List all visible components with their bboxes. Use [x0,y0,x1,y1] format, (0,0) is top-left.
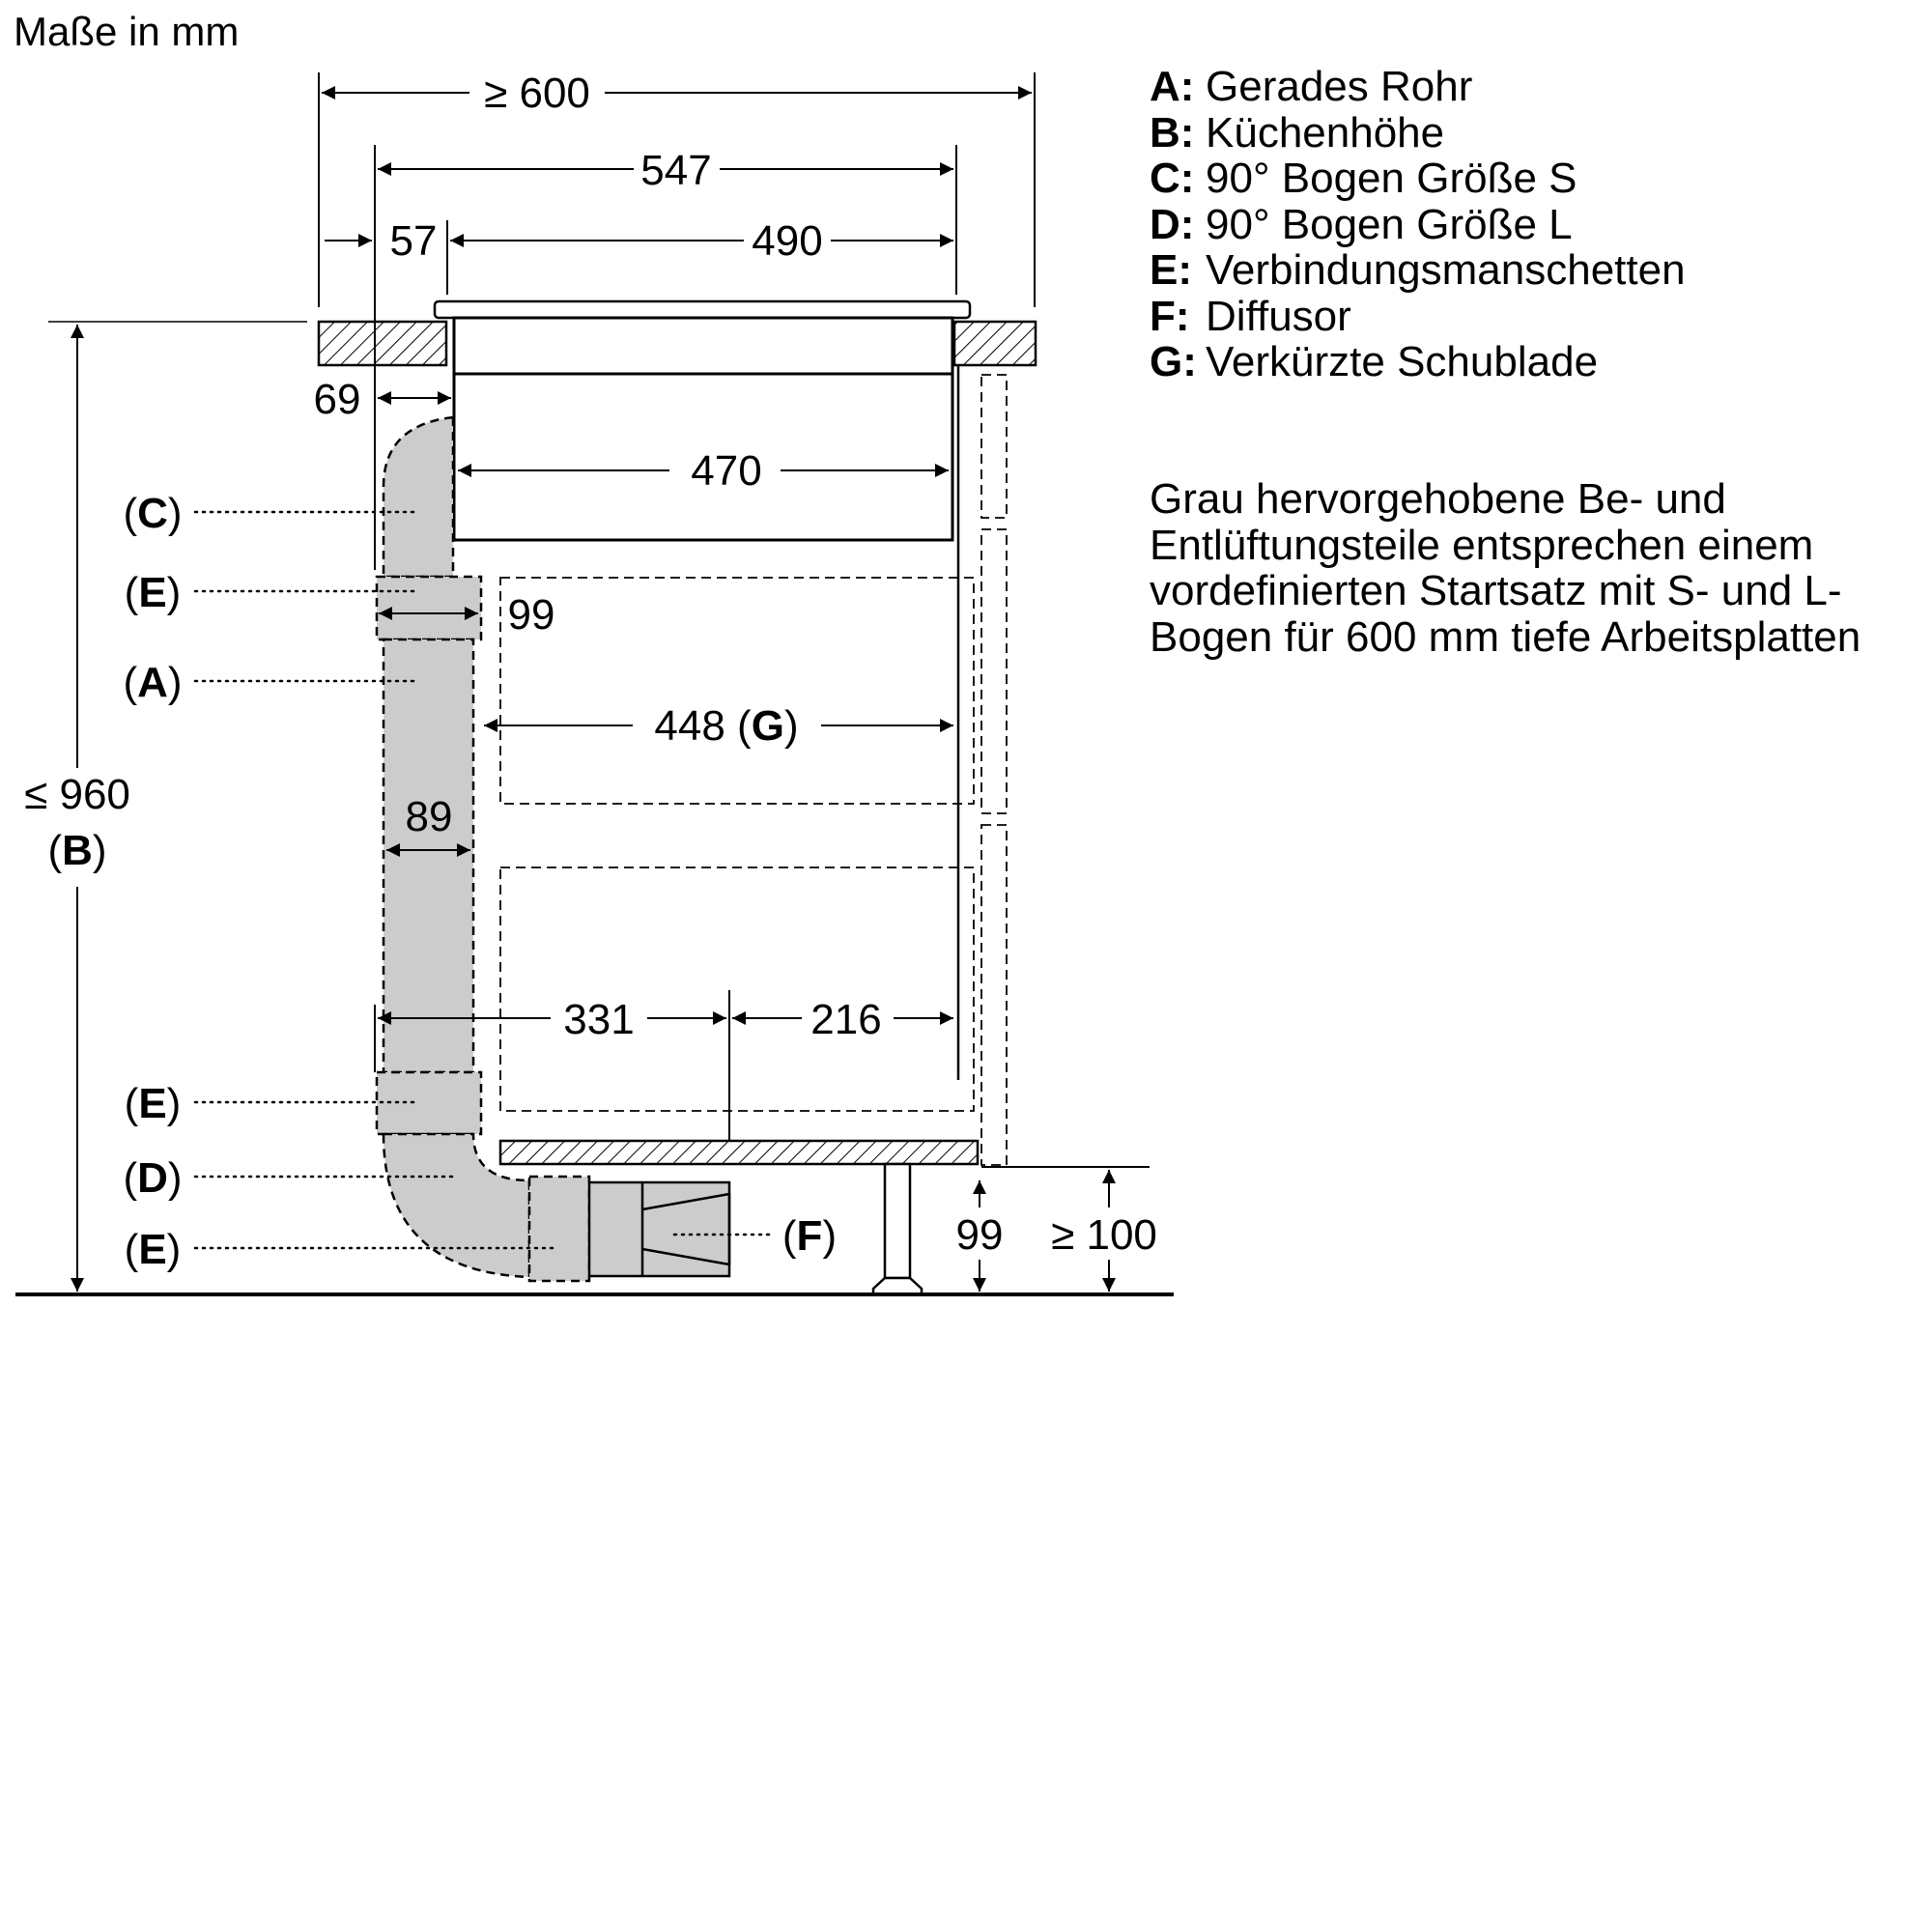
legend-item [1150,156,1686,202]
legend-item [1150,294,1686,340]
worktop [48,322,1036,365]
ref-label-c: (C) [123,490,183,537]
dim-total-width: ≥ 600 [484,70,590,117]
dimension-lines [77,72,1150,1292]
ref-label-a: (A) [123,659,183,706]
dim-width-490: 490 [752,217,823,265]
cooktop-unit [435,301,970,540]
cabinet-foot [873,1164,922,1294]
legend-item [1150,110,1686,156]
legend-key: E: [1150,246,1192,294]
ref-label-d: (D) [123,1154,183,1202]
legend-text: Verbindungsmanschetten [1206,246,1686,294]
legend-key: C: [1150,155,1195,202]
legend-text: Verkürzte Schublade [1206,338,1599,385]
dim-height-960: ≤ 960 [24,771,130,818]
legend-item [1150,247,1686,294]
legend-key: F: [1150,292,1190,340]
dim-331: 331 [563,996,635,1043]
dim-width-470: 470 [691,447,762,495]
dim-height-key: (B) [47,827,107,874]
dim-drawer-448: 448 (G) [654,702,799,750]
legend-key: D: [1150,200,1195,248]
ref-label-e-lower: (E) [124,1226,182,1273]
duct-sleeve-lower [529,1177,589,1281]
legend-text: Küchenhöhe [1206,108,1445,156]
legend-key: B: [1150,108,1195,156]
legend-item [1150,339,1686,385]
dim-offset-69: 69 [313,376,361,423]
diffusor [589,1182,729,1276]
cabinet-bottom [500,1141,978,1164]
note-text: Grau hervorgehobene Be- und Entlüftungsteile entsprechen einem vordefinierten Startsatz mit S- und L-Bogen für 600 mm tiefe Arbeitsplatten [1150,475,1861,661]
duct-sleeve-middle [377,1072,481,1134]
duct-straight-pipe [384,639,473,1072]
legend-item [1150,64,1686,110]
legend-key: G: [1150,338,1197,385]
ref-label-f: (F) [781,1212,838,1260]
ref-label-e-middle: (E) [124,1080,182,1127]
legend-item [1150,202,1686,248]
legend-text: Diffusor [1206,292,1351,340]
legend-key: A: [1150,63,1195,110]
legend [1150,64,1686,385]
duct-bend-s [384,417,453,577]
dim-offset-57: 57 [389,217,438,265]
ref-label-e-upper: (E) [124,569,182,616]
legend-text: 90° Bogen Größe S [1206,155,1577,202]
duct-sleeve-upper [377,577,481,639]
dim-pipe-89: 89 [405,793,453,840]
dim-plinth-100: ≥ 100 [1051,1211,1157,1259]
legend-text: Gerades Rohr [1206,63,1473,110]
dim-sleeve-99: 99 [507,591,555,639]
reference-leaders [195,512,773,1248]
dim-216: 216 [810,996,882,1043]
dim-plinth-99: 99 [955,1211,1004,1259]
units-label: Maße in mm [14,9,240,54]
legend-text: 90° Bogen Größe L [1206,200,1573,248]
dim-width-547: 547 [640,147,712,194]
